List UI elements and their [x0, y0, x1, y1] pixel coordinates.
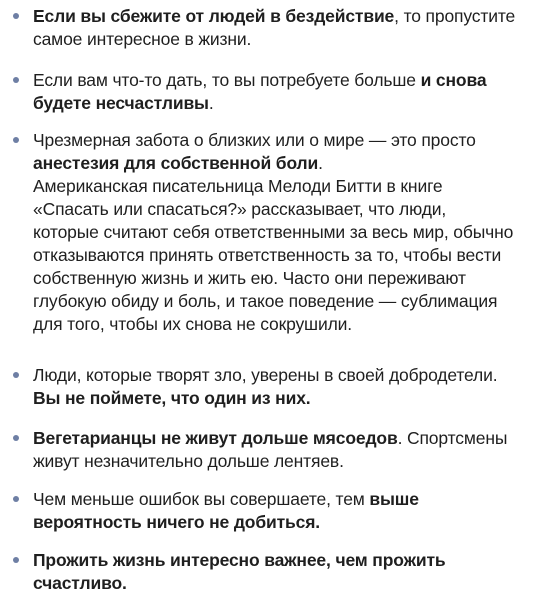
text-line	[33, 69, 545, 92]
bullet-icon	[13, 557, 19, 563]
bold-text: будете несчастливы	[33, 93, 209, 113]
text-line	[33, 572, 545, 595]
text-line	[33, 267, 545, 290]
text-segment: собственную жизнь и жить ею. Часто они переживают	[33, 268, 466, 288]
bullet-icon	[13, 496, 19, 502]
bullet-icon	[13, 137, 19, 143]
text-segment: . Спортсмены	[397, 428, 508, 448]
item-text	[33, 69, 545, 115]
bullet-icon	[13, 13, 19, 19]
bullet-icon	[13, 372, 19, 378]
text-segment: «Спасать или спасаться?» рассказывает, что люди,	[33, 199, 447, 219]
text-segment: , то пропустите	[394, 6, 516, 26]
text-segment: глубокую обиду и боль, и такое поведение — сублимация	[33, 291, 498, 311]
item-text	[33, 427, 545, 473]
bold-text: Вегетарианцы не живут дольше мясоедов	[33, 428, 398, 448]
text-line	[33, 244, 545, 267]
item-text	[33, 5, 545, 51]
text-segment: отказываются принять ответственность за то, чтобы вести	[33, 245, 502, 265]
bold-text: Если вы сбежите от людей в бездействие	[33, 6, 395, 26]
text-segment: Если вам что-то дать, то вы потребуете больше	[33, 70, 421, 90]
text-line	[33, 290, 545, 313]
text-line	[33, 28, 545, 51]
bullet-icon	[13, 435, 19, 441]
bold-text: анестезия для собственной боли	[33, 153, 319, 173]
text-line	[33, 511, 545, 534]
bullet-icon	[13, 77, 19, 83]
text-line	[33, 5, 545, 28]
text-line	[33, 175, 545, 198]
text-line	[33, 488, 545, 511]
text-segment: Американская писательница Мелоди Битти в книге	[33, 176, 443, 196]
text-line	[33, 364, 545, 387]
text-segment: живут незначительно дольше лентяев.	[33, 451, 344, 471]
bold-text: выше	[369, 489, 419, 509]
text-line	[33, 152, 545, 175]
bold-text: и снова	[420, 70, 487, 90]
text-line	[33, 198, 545, 221]
text-line	[33, 313, 545, 336]
text-line	[33, 427, 545, 450]
text-line	[33, 549, 545, 572]
text-segment: Люди, которые творят зло, уверены в своей добродетели.	[33, 365, 498, 385]
item-text	[33, 549, 545, 595]
text-segment: .	[208, 93, 214, 113]
item-text	[33, 364, 545, 410]
text-line	[33, 221, 545, 244]
text-segment: Чем меньше ошибок вы совершаете, тем	[33, 489, 370, 509]
bold-text: вероятность ничего не добиться.	[33, 512, 320, 532]
text-segment: самое интересное в жизни.	[33, 29, 252, 49]
text-line	[33, 129, 545, 152]
item-text	[33, 129, 545, 336]
text-segment: для того, чтобы их снова не сокрушили.	[33, 314, 352, 334]
text-segment: Чрезмерная забота о близких или о мире — это просто	[33, 130, 476, 150]
text-line	[33, 387, 545, 410]
bold-text: Вы не поймете, что один из них.	[33, 388, 311, 408]
text-line	[33, 92, 545, 115]
text-segment: которые считают себя ответственными за весь мир, обычно	[33, 222, 514, 242]
bold-text: счастливо.	[33, 573, 127, 593]
text-segment: .	[318, 153, 323, 173]
bold-text: Прожить жизнь интересно важнее, чем прожить	[33, 550, 446, 570]
text-line	[33, 450, 545, 473]
item-text	[33, 488, 545, 534]
